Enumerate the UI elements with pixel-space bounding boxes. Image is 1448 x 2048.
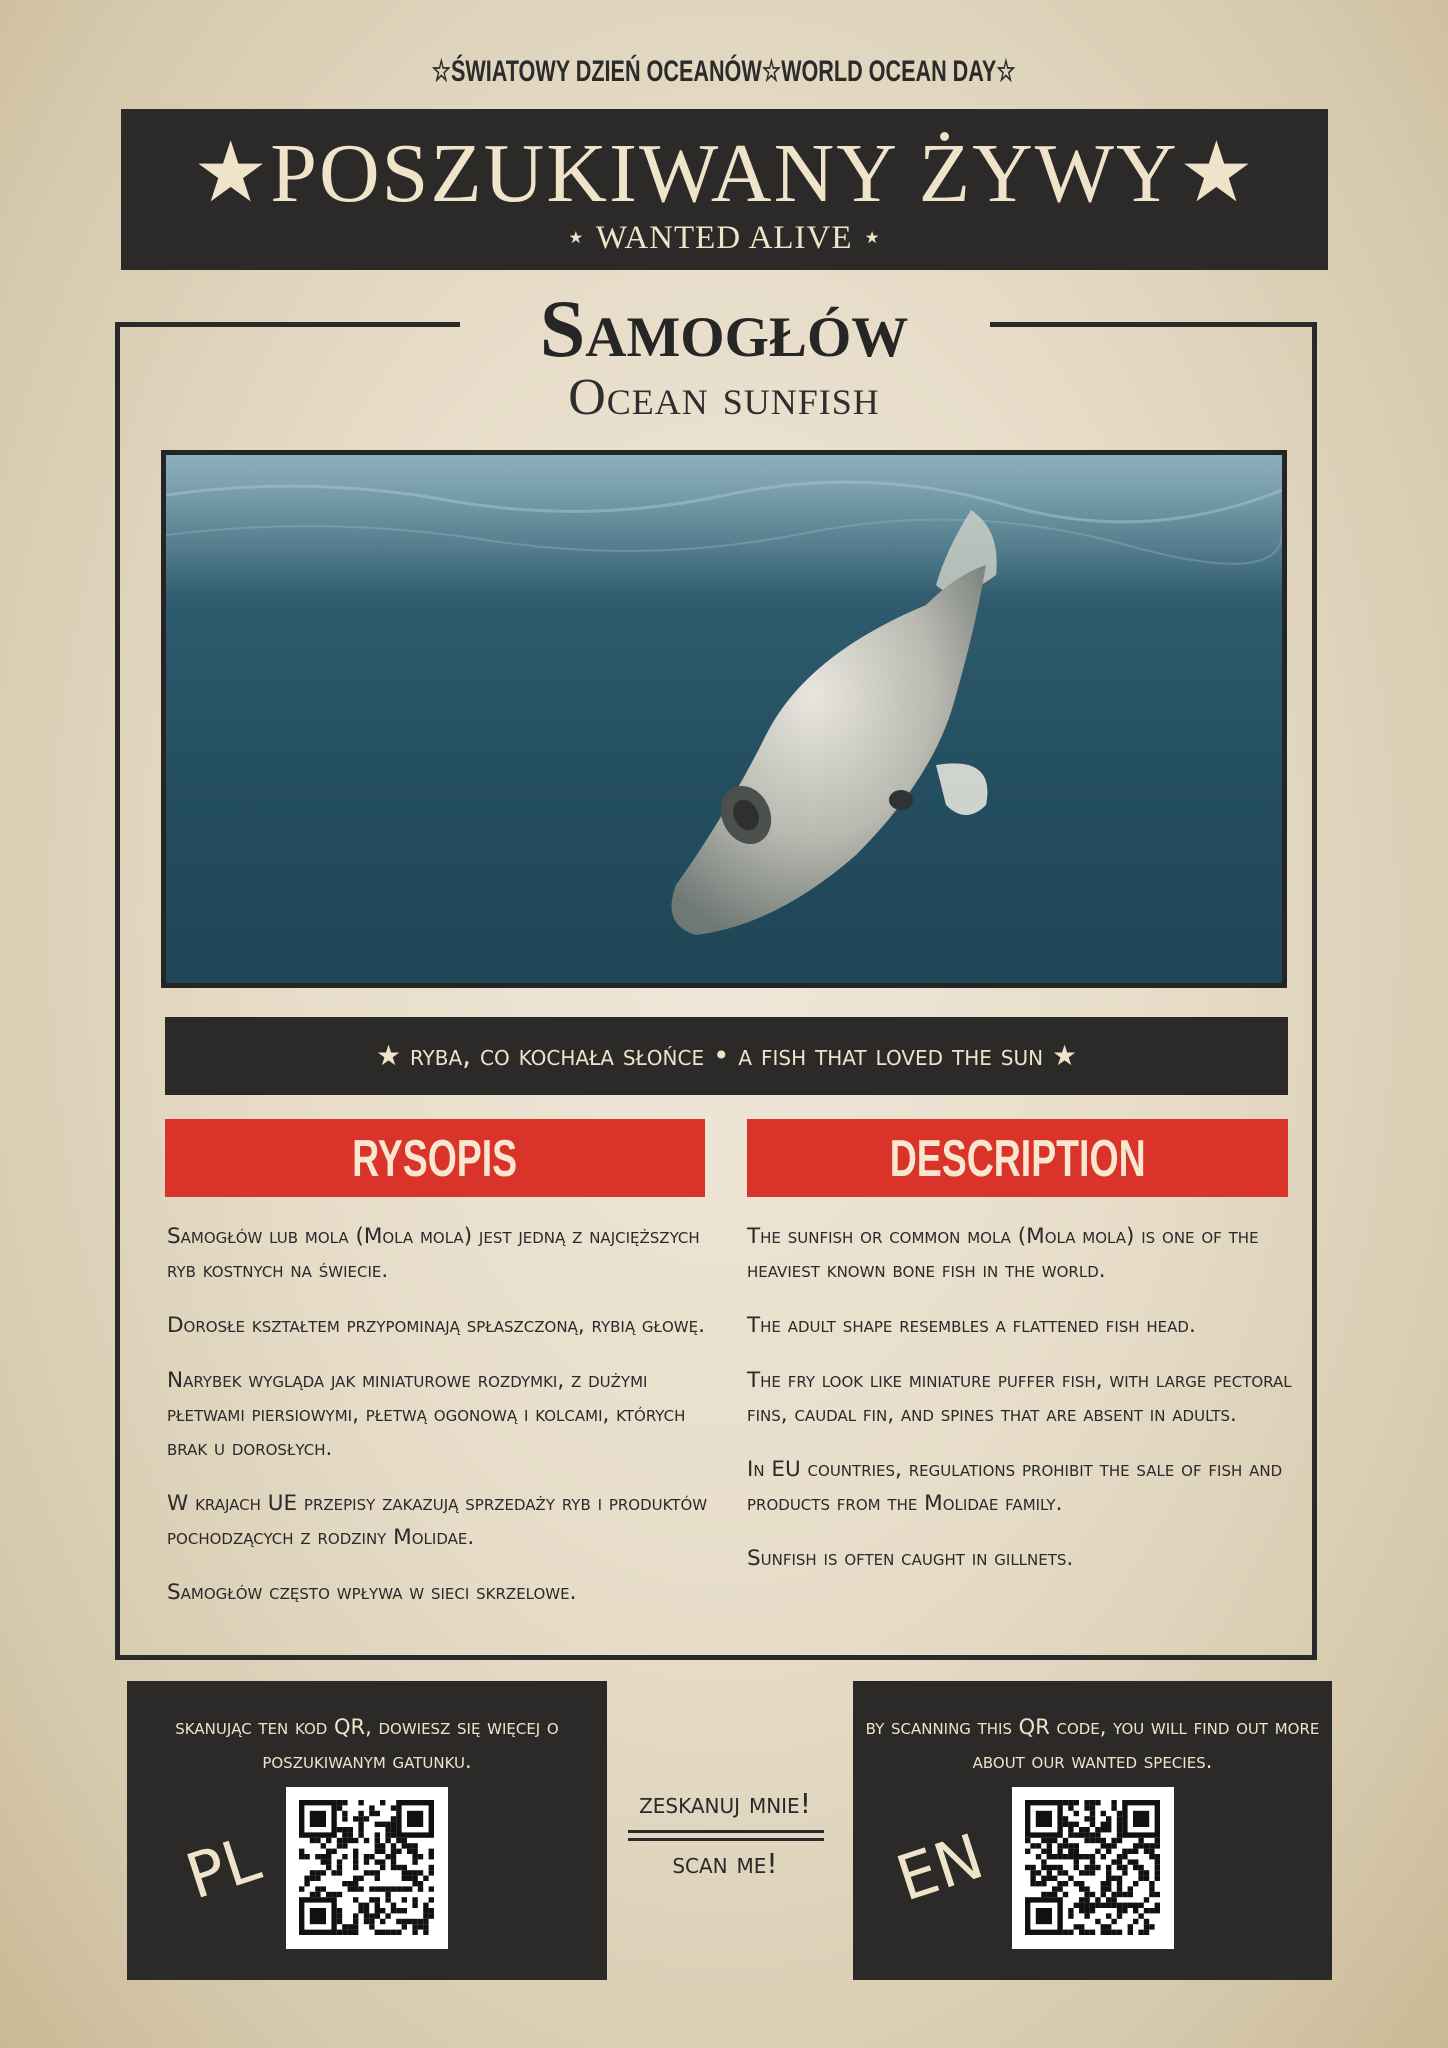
paragraph: The fry look like miniature puffer fish, with large pectoral fins, caudal fin, and spines that are absent in adults. [747, 1368, 1292, 1427]
description-en [747, 1220, 1307, 1597]
qr-panel-pl [127, 1681, 607, 1980]
event-tag-text: ☆ŚWIATOWY DZIEŃ OCEANÓW☆WORLD OCEAN DAY☆ [431, 55, 1017, 88]
section-heading-en [747, 1119, 1288, 1197]
section-heading-en-text: DESCRIPTION [889, 1130, 1146, 1188]
paragraph: Sunfish is often caught in gillnets. [747, 1546, 1074, 1571]
tagline-bar: ★ ryba, co kochała słońce • a fish that loved the sun ★ [165, 1017, 1288, 1095]
paragraph: Narybek wygląda jak miniaturowe rozdymki, z dużymi płetwami piersiowymi, płetwą ogonową i kolcami, których brak u dorosłych. [167, 1368, 686, 1461]
qr-text-pl: skanując ten kod QR, dowiesz się więcej o poszukiwanym gatunku. [175, 1715, 559, 1773]
sunfish-photo [161, 450, 1287, 988]
scan-divider [628, 1838, 824, 1841]
qr-pattern [286, 1787, 448, 1949]
wanted-banner [121, 109, 1328, 270]
scan-me-pl: zeskanuj mnie! [639, 1787, 811, 1820]
lang-label-pl: PL [177, 1821, 269, 1914]
species-name-pl: Samogłów [539, 283, 909, 374]
scan-me-en: scan me! [672, 1847, 778, 1880]
paragraph: Samogłów lub mola (Mola mola) jest jedną z najcięższych ryb kostnych na świecie. [167, 1224, 700, 1283]
qr-code-icon[interactable] [1012, 1787, 1174, 1949]
paragraph: The sunfish or common mola (Mola mola) is one of the heaviest known bone fish in the world. [747, 1224, 1259, 1283]
description-pl [167, 1220, 712, 1631]
paragraph: Dorosłe kształtem przypominają spłaszczoną, rybią głowę. [167, 1313, 705, 1338]
qr-panel-en [853, 1681, 1332, 1980]
paragraph: The adult shape resembles a flattened fish head. [747, 1313, 1196, 1338]
species-name-en: Ocean sunfish [568, 369, 880, 426]
qr-pattern [1012, 1787, 1174, 1949]
paragraph: W krajach UE przepisy zakazują sprzedaży ryb i produktów pochodzących z rodziny Molidae. [167, 1491, 708, 1550]
paragraph: Samogłów często wpływa w sieci skrzelowe. [167, 1580, 577, 1605]
banner-subtitle: ⋆ WANTED ALIVE ⋆ [565, 220, 884, 256]
qr-text-en: by scanning this QR code, you will find out more about our wanted species. [865, 1715, 1320, 1773]
event-tag [0, 54, 1448, 89]
scan-divider [628, 1830, 824, 1833]
sunfish-illustration [166, 455, 1282, 983]
paragraph: In EU countries, regulations prohibit the sale of fish and products from the Molidae family. [747, 1457, 1283, 1516]
banner-title: ★POSZUKIWANY ŻYWY★ [192, 127, 1257, 220]
lang-label-en: EN [887, 1819, 992, 1916]
qr-code-icon[interactable] [286, 1787, 448, 1949]
section-heading-pl [165, 1119, 705, 1197]
section-heading-pl-text: RYSOPIS [352, 1130, 518, 1188]
